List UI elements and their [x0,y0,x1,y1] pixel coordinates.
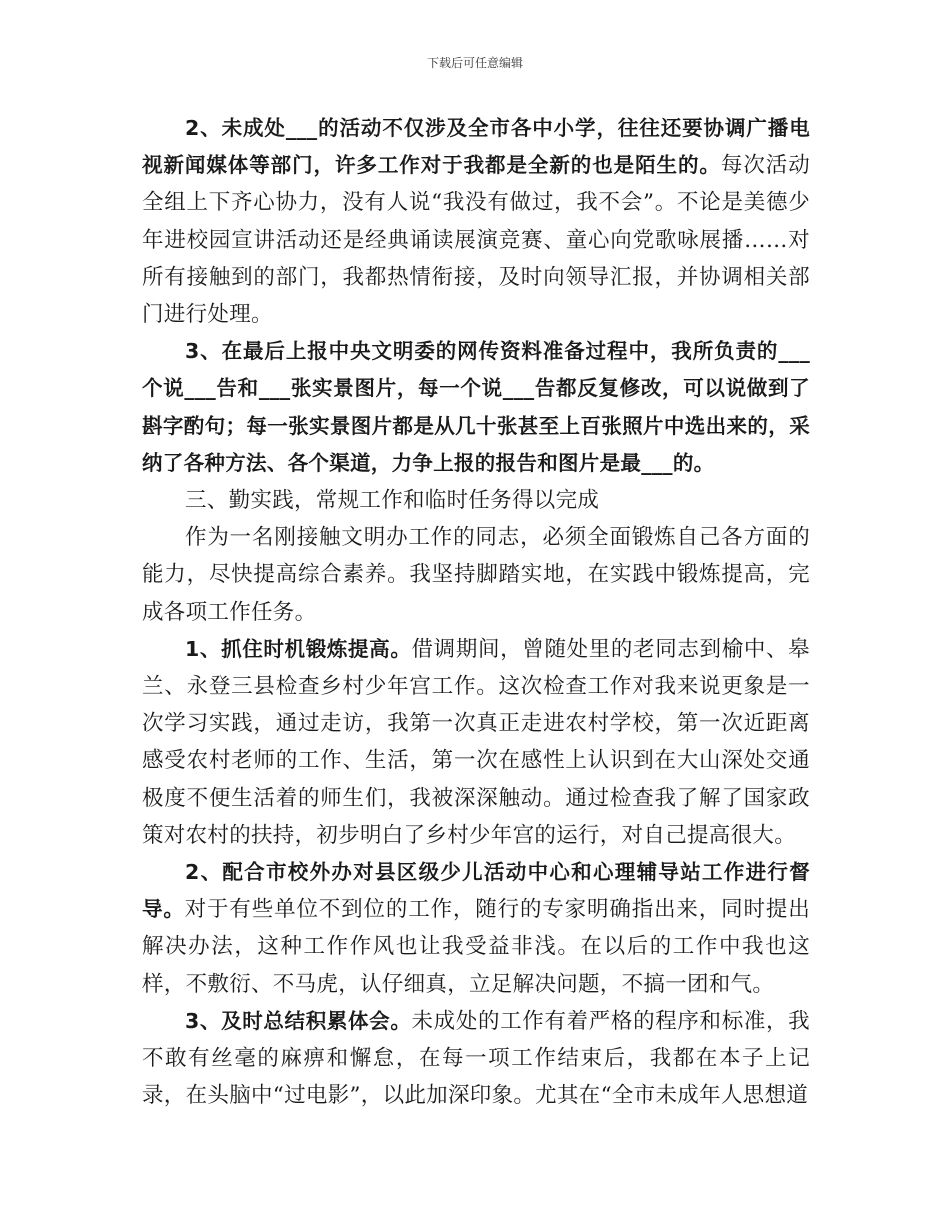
paragraph-5-text: 借调期间，曾随处里的老同志到榆中、皋兰、永登三县检查乡村少年宫工作。这次检查工作对我来说更象是一次学习实践，通过走访，我第一次真正走进农村学校，第一次近距离感受农村老师的工作、生活，第一次在感性上认识到在大山深处交通极度不便生活着的师生们，我被深深触动。通过检查我了解了国家政策对农村的扶持，初步明白了乡村少年宫的运行，对自己提高很大。 [142,636,810,848]
paragraph-4-text: 作为一名刚接触文明办工作的同志，必须全面锻炼自己各方面的能力，尽快提高综合素养。我坚持脚踏实地，在实践中锻炼提高，完成各项工作任务。 [142,525,810,625]
paragraph-4 [142,519,810,631]
header-note: 下载后可任意编辑 [426,56,523,70]
paragraph-3-text: 三、勤实践，常规工作和临时任务得以完成 [185,488,600,514]
paragraph-7-bold: 3、及时总结积累体会。 [185,1008,412,1033]
paragraph-1 [142,110,810,333]
paragraph-6-text: 对于有些单位不到位的工作，随行的专家明确指出来，同时提出解决办法，这种工作作风也让我受益非浅。在以后的工作中我也这样，不敷衍、不马虎，认仔细真，立足解决问题，不搞一团和气。 [142,897,810,997]
paragraph-6-bold: 2、配合市校外办对县区级少儿活动中心和心理辅导站工作进行督导。 [142,860,810,922]
paragraph-5 [142,631,810,854]
paragraph-2 [142,333,810,482]
paragraph-6 [142,854,810,1003]
paragraph-7 [142,1003,810,1115]
paragraph-2-bold: 3、在最后上报中央文明委的网传资料准备过程中，我所负责的___个说___告和___张实景图片，每一个说___告都反复修改，可以说做到了斟字酌句；每一张实景图片都是从几十张甚至上百张照片中选出来的，采纳了各种方法、各个渠道，力争上报的报告和图片是最___的。 [142,339,810,475]
paragraph-1-text: 每次活动全组上下齐心协力，没有人说“我没有做过，我不会”。不论是美德少年进校园宣讲活动还是经典诵读展演竞赛、童心向党歌咏展播……对所有接触到的部门，我都热情衔接，及时向领导汇报，并协调相关部门进行处理。 [142,153,810,328]
section-heading-3 [142,482,810,519]
paragraph-7-text: 未成处的工作有着严格的程序和标准，我不敢有丝毫的麻痹和懈怠，在每一项工作结束后，我都在本子上记录，在头脑中“过电影”，以此加深印象。尤其在“全市未成年人思想道 [142,1008,810,1109]
paragraph-5-bold: 1、抓住时机锻炼提高。 [185,636,412,661]
paragraph-1-bold: 2、未成处___的活动不仅涉及全市各中小学，往往还要协调广播电视新闻媒体等部门，许多工作对于我都是全新的也是陌生的。 [142,116,810,178]
document-body [142,110,810,1114]
